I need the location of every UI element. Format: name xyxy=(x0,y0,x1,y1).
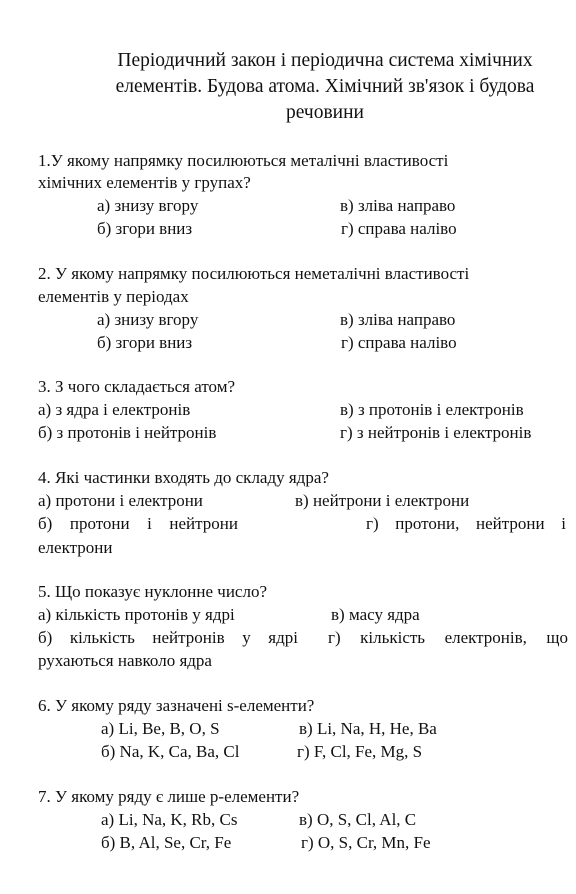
title-line: Періодичний закон і періодична система хімічних xyxy=(117,50,533,71)
question-7-option-v: в) O, S, Cl, Al, C xyxy=(299,810,417,829)
question-1-option-b: б) згори вниз xyxy=(97,219,193,238)
question-1-text: 1.У якому напрямку посилюються металічні властивості xyxy=(38,151,449,170)
question-1-option-a: а) знизу вгору xyxy=(97,196,199,215)
question-2-option-b: б) згори вниз xyxy=(97,333,193,352)
question-4-option-g: г) протони, нейтрони і xyxy=(366,514,566,533)
question-5-option-g: г) кількість електронів, що xyxy=(328,628,568,647)
question-6-option-a: а) Li, Be, B, O, S xyxy=(101,719,220,738)
question-5-option-v: в) масу ядра xyxy=(331,605,420,624)
question-3-option-v: в) з протонів і електронів xyxy=(340,400,524,419)
question-1-option-v: в) зліва направо xyxy=(340,196,456,215)
question-6-option-g: г) F, Cl, Fe, Mg, S xyxy=(297,742,423,761)
question-3-text: 3. З чого складається атом? xyxy=(38,377,236,396)
question-3-option-b: б) з протонів і нейтронів xyxy=(38,423,217,442)
question-5-option-g-continued: рухаються навколо ядра xyxy=(38,651,212,670)
question-5-option-b: б) кількість нейтронів у ядрі xyxy=(38,628,298,647)
question-4-option-v: в) нейтрони і електрони xyxy=(295,491,470,510)
title-line: елементів. Будова атома. Хімічний зв'язок і будова xyxy=(115,76,535,97)
question-2-text: 2. У якому напрямку посилюються неметалічні властивості xyxy=(38,264,470,283)
question-1-option-g: г) справа наліво xyxy=(341,219,457,238)
question-2-text: елементів у періодах xyxy=(38,287,189,306)
question-3-option-g: г) з нейтронів і електронів xyxy=(340,423,532,442)
document-title xyxy=(70,48,576,126)
question-6-option-b: б) Na, K, Ca, Ba, Cl xyxy=(101,742,240,761)
question-6-text: 6. У якому ряду зазначені s-елементи? xyxy=(38,696,315,715)
question-6-option-v: в) Li, Na, H, He, Ba xyxy=(299,719,437,738)
question-4-text: 4. Які частинки входять до складу ядра? xyxy=(38,468,329,487)
question-4-option-g-continued: електрони xyxy=(38,538,113,557)
question-5-text: 5. Що показує нуклонне число? xyxy=(38,582,268,601)
question-4-option-b: б) протони і нейтрони xyxy=(38,514,238,533)
question-3-option-a: а) з ядра і електронів xyxy=(38,400,191,419)
question-7-option-a: а) Li, Na, K, Rb, Cs xyxy=(101,810,238,829)
title-line: речовини xyxy=(286,102,364,123)
question-7-option-b: б) B, Al, Se, Cr, Fe xyxy=(101,833,232,852)
question-2-option-v: в) зліва направо xyxy=(340,310,456,329)
question-1-text: хімічних елементів у групах? xyxy=(38,173,251,192)
question-7-text: 7. У якому ряду є лише p-елементи? xyxy=(38,787,300,806)
question-5-option-a: а) кількість протонів у ядрі xyxy=(38,605,235,624)
question-7-option-g: г) O, S, Cr, Mn, Fe xyxy=(301,833,431,852)
question-4-option-a: а) протони і електрони xyxy=(38,491,203,510)
question-2-option-g: г) справа наліво xyxy=(341,333,457,352)
question-2-option-a: а) знизу вгору xyxy=(97,310,199,329)
